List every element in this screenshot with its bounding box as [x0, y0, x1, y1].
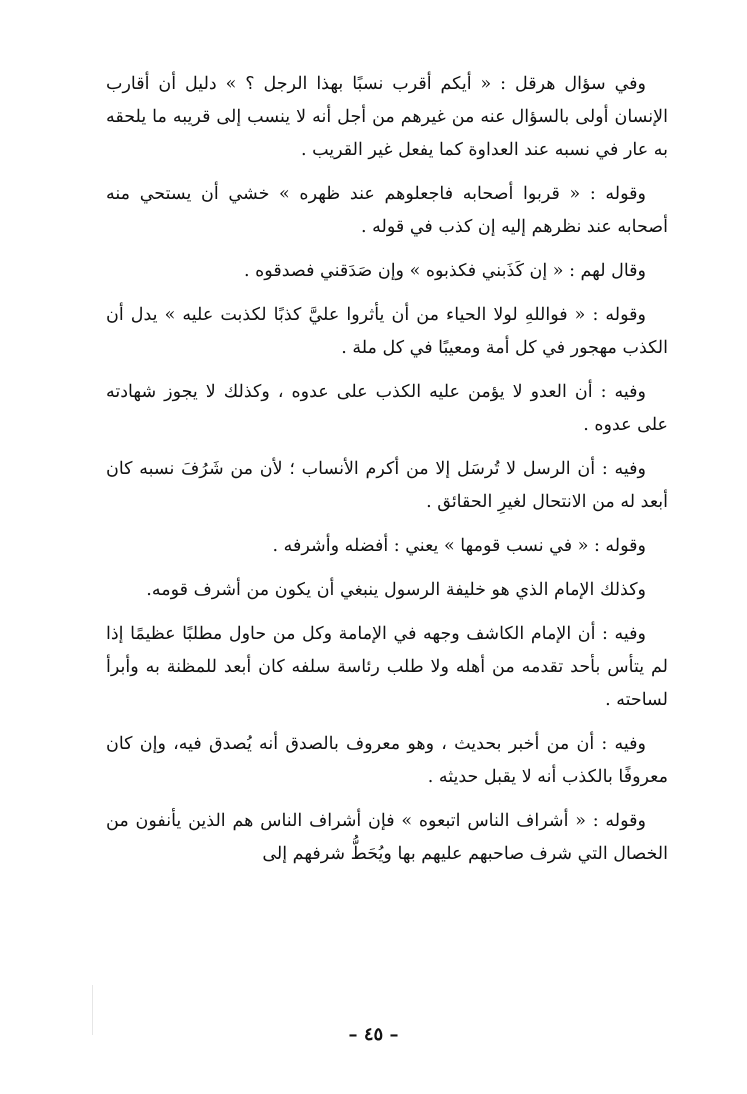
paragraph-11: وقوله : « أشراف الناس اتبعوه » فإن أشراف الناس هم الذين يأنفون من الخصال التي شرف صاحبهم عليهم بها ويُحَطُّ شرفهم إلى [106, 811, 668, 864]
paragraph-10: وفيه : أن من أخبر بحديث ، وهو معروف بالصدق أنه يُصدق فيه، وإن كان معروفًا بالكذب أنه لا يقبل حديثه . [106, 734, 668, 787]
paragraph-9: وفيه : أن الإمام الكاشف وجهه في الإمامة وكل من حاول مطلبًا عظيمًا إذا لم يتأس بأحد تقدمه من أهله ولا طلب رئاسة سلفه كان أبعد للمظنة به وأبرأ لساحته . [106, 624, 668, 710]
paragraph-6: وفيه : أن الرسل لا تُرسَل إلا من أكرم الأنساب ؛ لأن من شَرُفَ نسبه كان أبعد له من الانتحال لغيرِ الحقائق . [106, 459, 668, 512]
paragraph-8: وكذلك الإمام الذي هو خليفة الرسول ينبغي أن يكون من أشرف قومه. [146, 580, 646, 600]
paragraph-5: وفيه : أن العدو لا يؤمن عليه الكذب على عدوه ، وكذلك لا يجوز شهادته على عدوه . [106, 382, 668, 435]
paragraph-7: وقوله : « في نسب قومها » يعني : أفضله وأشرفه . [272, 536, 646, 556]
paragraph-3: وقال لهم : « إن كَذَبني فكذبوه » وإن صَدَقني فصدقوه . [244, 261, 646, 281]
paragraph-1: وفي سؤال هرقل : « أيكم أقرب نسبًا بهذا الرجل ؟ » دليل أن أقارب الإنسان أولى بالسؤال عنه من غيرهم من أجل أنه لا ينسب إلى قريبه ما يلحقه به عار في نسبه عند العداوة كما يفعل غير القريب . [106, 74, 668, 160]
paragraph-4: وقوله : « فواللهِ لولا الحياء من أن يأثروا عليَّ كذبًا لكذبت عليه » يدل أن الكذب مهجور في كل أمة ومعيبًا في كل ملة . [106, 305, 668, 358]
paragraph-2: وقوله : « قربوا أصحابه فاجعلوهم عند ظهره » خشي أن يستحي منه أصحابه عند نظرهم إليه إن كذب في قوله . [106, 184, 668, 237]
body-text [106, 68, 668, 882]
page-number: – ٤٥ – [348, 1024, 399, 1045]
